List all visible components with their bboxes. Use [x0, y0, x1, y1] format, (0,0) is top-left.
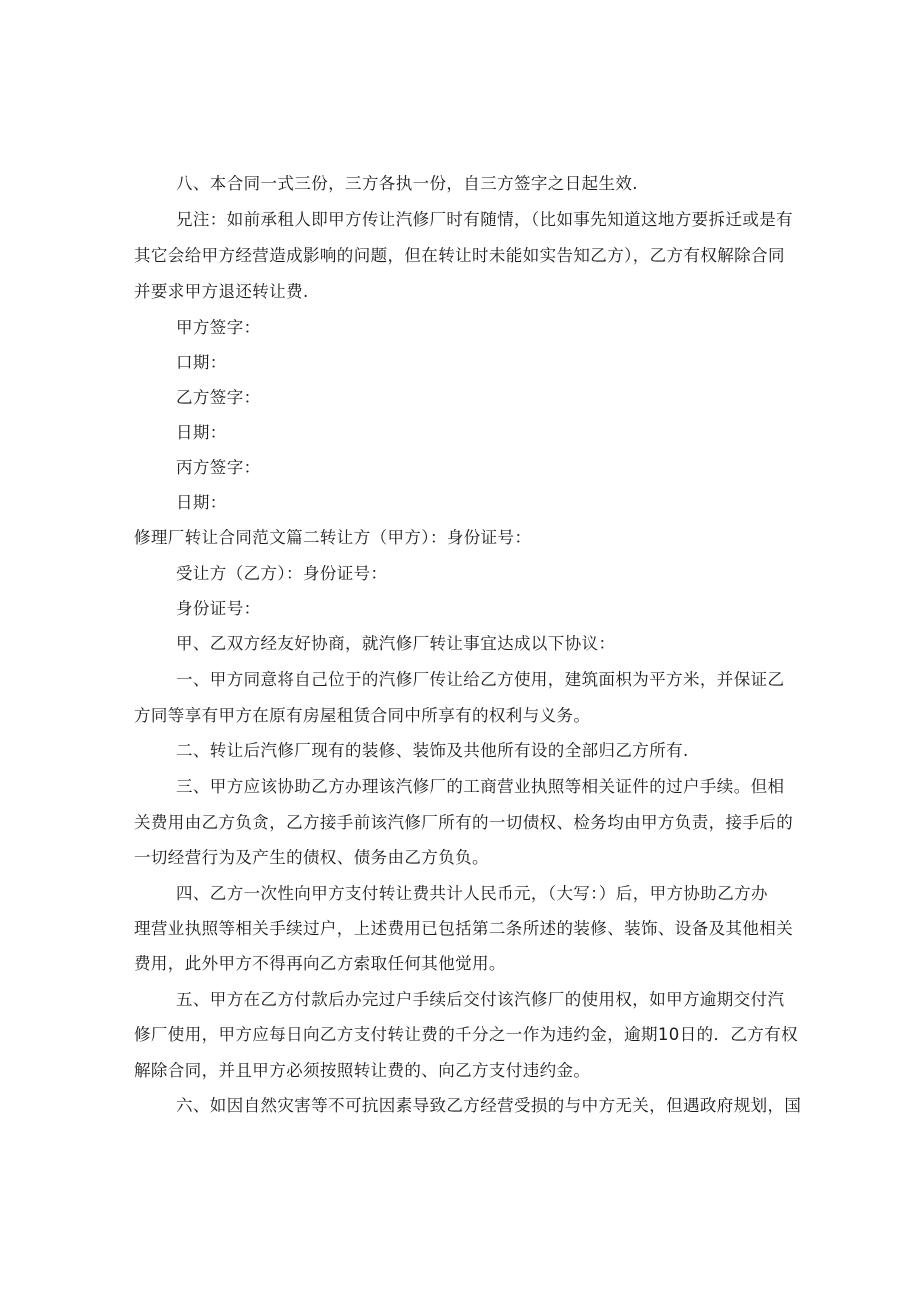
party-a-signature-label: 甲方签字：	[176, 318, 261, 337]
party-b-date-label: 日期：	[176, 423, 227, 442]
clause-3-line-1: 三、甲方应该协助乙方办理该汽修厂的工商营业执照等相关证件的过户手续。但相	[176, 777, 785, 796]
clause-1-line-1: 一、甲方同意将自己位于的汽修厂传让给乙方使用，建筑面枳为平方米，并保证乙	[176, 670, 785, 689]
clause-4-line-2: 理营业执照等相关手续过户，上述费用已包括第二条所述的装修、装饰、设备及其他相关	[134, 919, 794, 938]
transferee-line: 受让方（乙方）：身份证号：	[176, 564, 388, 583]
party-c-date-label: 日期：	[176, 493, 227, 512]
clause-4-line-3: 费用，此外甲方不得再向乙方索取任何其他觉用。	[134, 954, 506, 973]
party-c-signature-label: 丙方签字：	[176, 458, 261, 477]
clause-3-line-2: 关费用由乙方负贪，乙方接手前该汽修厂所有的一切债权、检务均由甲方负责，接手后的	[134, 813, 794, 832]
id-number-line: 身份证号：	[176, 599, 261, 618]
clause-8-text: 八、本合同一式三份，三方各执一份，自三方签字之日起生效.	[176, 174, 638, 193]
clause-3-line-3: 一切经营行为及产生的债权、债务由乙方负负。	[134, 848, 489, 867]
party-b-signature-label: 乙方签字：	[176, 388, 261, 407]
clause-5-line-3: 解除合同，并且甲方必须按照转让费的、向乙方支付违约金。	[134, 1061, 591, 1080]
note-line-1: 兄注：如前承租人即甲方传让汽修厂时有随情，（比如事先知道这地方要拆迁或是有	[176, 210, 794, 229]
clause-5-line-1: 五、甲方在乙方付款后办完过户手续后交付该汽修厂的使用权，如甲方逾期交付汽	[176, 990, 785, 1009]
clause-4-line-1: 四、乙方一次性向甲方支付转让费共计人民币元，（大写：）后，甲方协助乙方办	[176, 884, 768, 903]
clause-1-line-2: 方同等享有甲方在原有房屋租赁合同中所享有的权利与义务。	[134, 706, 591, 725]
clause-5-line-2: 修厂使用，甲方应每日向乙方支付转让费的千分之一作为违约金，逾期10日的．乙方有权	[134, 1025, 798, 1044]
note-line-2: 其它会给甲方经营造成影响的问题，但在转让时未能如实告知乙方），乙方有权解除合同	[134, 246, 785, 265]
agreement-intro: 甲、乙双方经友好协商，就汽修厂转让事宜达成以下协议：	[176, 634, 616, 653]
party-a-date-label: 口期：	[176, 353, 227, 372]
section-two-heading: 修理厂转让合同范文篇二转让方（甲方）：身份证号：	[134, 528, 532, 547]
clause-2-text: 二、转让后汽修厂现有的装修、装饰及共他所有设的全部归乙方所有.	[176, 741, 689, 760]
clause-6-line-1: 六、如因自然灾害等不可抗因素导致乙方经营受损的与中方无关，但遇政府规划，国	[176, 1096, 802, 1115]
note-line-3: 并要求甲方退还转让费.	[134, 282, 309, 301]
